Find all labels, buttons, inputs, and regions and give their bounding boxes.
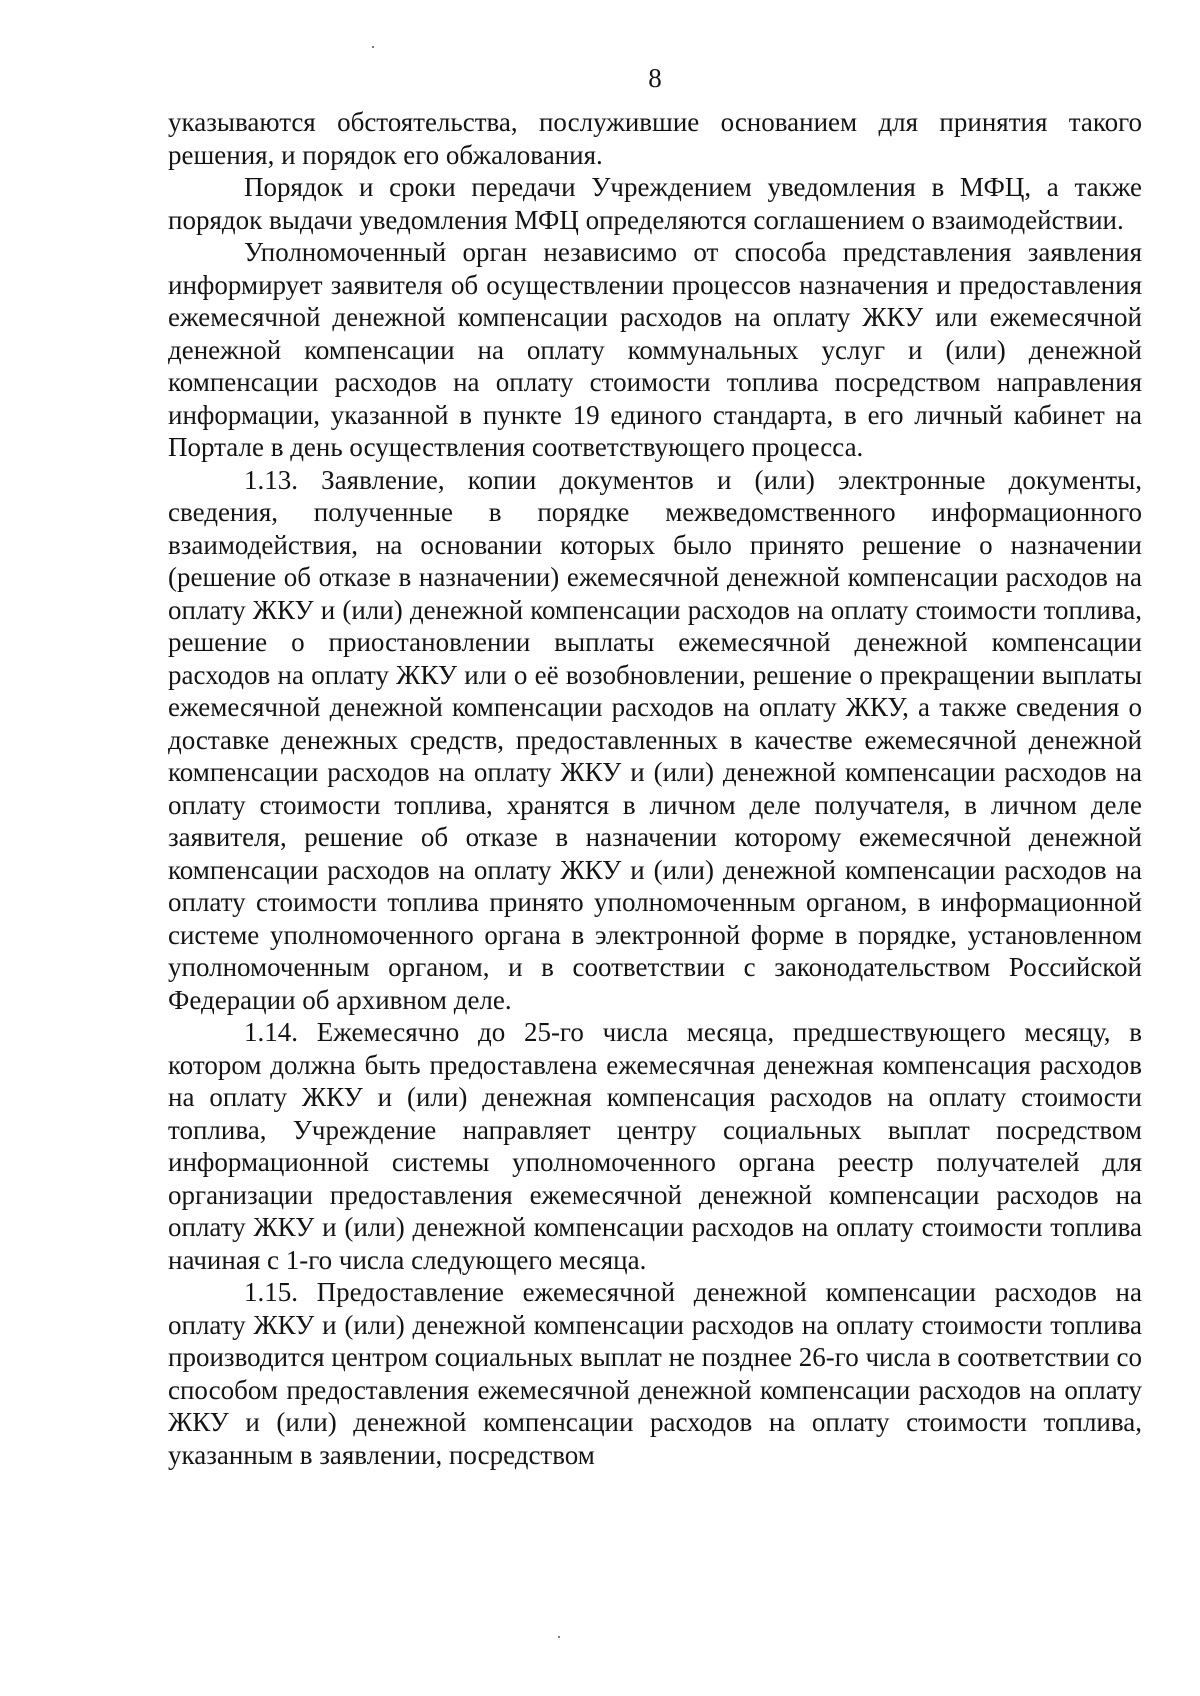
scan-speck [372, 46, 374, 48]
paragraph-continuation: указываются обстоятельства, послужившие основанием для принятия такого решения, и порядок его обжалования. [168, 107, 1142, 170]
scan-speck [558, 1636, 560, 1638]
page-number: 8 [648, 63, 662, 93]
paragraph-mfc-notification: Порядок и сроки передачи Учреждением уведомления в МФЦ, а также порядок выдачи уведомления МФЦ определяются соглашением о взаимодействии. [168, 172, 1142, 235]
paragraph-1-14: 1.14. Ежемесячно до 25-го числа месяца, предшествующего месяцу, в котором должна быть предоставлена ежемесячная денежная компенсация расходов на оплату ЖКУ и (или) денежная компенсация расходов на оплату стоимости топлива, Учреждение направляет центру социальных выплат посредством информационной системы уполномоченного органа реестр получателей для организации предоставления ежемесячной денежной компенсации расходов на оплату ЖКУ и (или) денежной компенсации расходов на оплату стоимости топлива начиная с 1-го числа следующего месяца. [168, 1017, 1142, 1275]
paragraph-1-15: 1.15. Предоставление ежемесячной денежной компенсации расходов на оплату ЖКУ и (или) денежной компенсации расходов на оплату стоимости топлива производится центром социальных выплат не позднее 26-го числа в соответствии со способом предоставления ежемесячной денежной компенсации расходов на оплату ЖКУ и (или) денежной компенсации расходов на оплату стоимости топлива, указанным в заявлении, посредством [168, 1277, 1142, 1470]
document-body [168, 106, 1142, 1471]
paragraph-1-13: 1.13. Заявление, копии документов и (или) электронные документы, сведения, полученные в порядке межведомственного информационного взаимодействия, на основании которых было принято решение о назначении (решение об отказе в назначении) ежемесячной денежной компенсации расходов на оплату ЖКУ и (или) денежной компенсации расходов на оплату стоимости топлива, решение о приостановлении выплаты ежемесячной денежной компенсации расходов на оплату ЖКУ или о её возобновлении, решение о прекращении выплаты ежемесячной денежной компенсации расходов на оплату ЖКУ, а также сведения о доставке денежных средств, предоставленных в качестве ежемесячной денежной компенсации расходов на оплату ЖКУ и (или) денежной компенсации расходов на оплату стоимости топлива, хранятся в личном деле получателя, в личном деле заявителя, решение об отказе в назначении которому ежемесячной денежной компенсации расходов на оплату ЖКУ и (или) денежной компенсации расходов на оплату стоимости топлива принято уполномоченным органом, в информационной системе уполномоченного органа в электронной форме в порядке, установленном уполномоченным органом, и в соответствии с законодательством Российской Федерации об архивном деле. [168, 464, 1142, 1015]
paragraph-authorized-body: Уполномоченный орган независимо от способа представления заявления информирует заявителя об осуществлении процессов назначения и предоставления ежемесячной денежной компенсации расходов на оплату ЖКУ или ежемесячной денежной компенсации на оплату коммунальных услуг и (или) денежной компенсации расходов на оплату стоимости топлива посредством направления информации, указанной в пункте 19 единого стандарта, в его личный кабинет на Портале в день осуществления соответствующего процесса. [168, 237, 1142, 462]
